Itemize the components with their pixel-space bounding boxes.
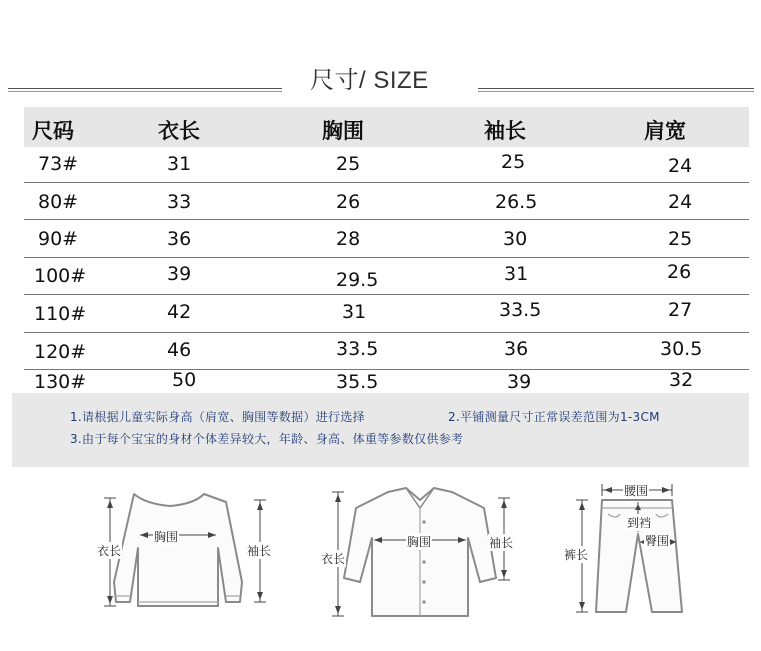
cell-chest: 35.5 xyxy=(336,371,379,393)
cell-shoulder: 24 xyxy=(668,155,693,177)
cell-shoulder: 30.5 xyxy=(660,338,703,360)
page-title: 尺寸/ SIZE xyxy=(310,67,429,94)
notes-panel xyxy=(12,393,749,467)
note-3: 3.由于每个宝宝的身材个体差异较大，年龄、身高、体重等参数仅供参考 xyxy=(70,432,464,446)
title-rule-right xyxy=(478,88,754,89)
header-shoulder: 肩宽 xyxy=(644,119,686,143)
cell-length: 33 xyxy=(167,191,192,213)
cell-chest: 25 xyxy=(336,153,361,175)
row-divider xyxy=(24,257,749,258)
label-length: 衣长 xyxy=(321,552,346,566)
cell-size: 73# xyxy=(38,153,79,175)
header-length: 衣长 xyxy=(158,119,200,143)
cell-shoulder: 32 xyxy=(669,369,694,391)
row-divider xyxy=(24,182,749,183)
header-sleeve: 袖长 xyxy=(484,119,526,143)
pants-diagram xyxy=(560,478,740,648)
cell-shoulder: 26 xyxy=(667,261,692,283)
cell-chest: 28 xyxy=(336,228,361,250)
cell-sleeve: 31 xyxy=(504,263,529,285)
label-chest: 胸围 xyxy=(407,535,432,549)
sweater-diagram xyxy=(88,478,288,648)
cell-sleeve: 39 xyxy=(507,371,532,393)
title-rule-left xyxy=(8,88,282,89)
cell-chest: 31 xyxy=(342,301,367,323)
cell-size: 100# xyxy=(34,265,87,287)
sweater-illustration xyxy=(88,478,288,648)
cell-size: 120# xyxy=(34,341,87,363)
header-size: 尺码 xyxy=(32,119,74,143)
cell-size: 90# xyxy=(38,228,79,250)
label-sleeve: 袖长 xyxy=(247,544,272,558)
cell-length: 42 xyxy=(167,301,192,323)
label-crotch: 到裆 xyxy=(627,516,652,530)
header-chest: 胸围 xyxy=(322,119,364,143)
cell-chest: 29.5 xyxy=(336,269,379,291)
cell-size: 130# xyxy=(34,371,87,393)
cell-size: 110# xyxy=(34,303,87,325)
cell-length: 31 xyxy=(167,153,192,175)
label-waist: 腰围 xyxy=(624,484,649,498)
row-divider xyxy=(24,219,749,220)
cell-length: 36 xyxy=(167,228,192,250)
label-chest: 胸围 xyxy=(154,530,179,544)
cell-sleeve: 30 xyxy=(503,228,528,250)
cell-length: 39 xyxy=(167,263,192,285)
label-pants-length: 裤长 xyxy=(564,548,589,562)
cell-shoulder: 24 xyxy=(668,191,693,213)
cell-sleeve: 36 xyxy=(504,338,529,360)
label-hip: 臀围 xyxy=(645,534,670,548)
cell-shoulder: 25 xyxy=(668,228,693,250)
label-length: 衣长 xyxy=(97,544,122,558)
cell-size: 80# xyxy=(38,191,79,213)
cell-chest: 26 xyxy=(336,191,361,213)
pants-illustration xyxy=(560,478,740,648)
cell-length: 50 xyxy=(172,369,197,391)
cell-sleeve: 26.5 xyxy=(495,191,538,213)
cell-sleeve: 25 xyxy=(501,151,526,173)
note-1: 1.请根据儿童实际身高（肩宽、胸围等数据）进行选择 xyxy=(70,410,365,424)
table-header-row xyxy=(24,107,749,147)
row-divider xyxy=(24,332,749,333)
note-2: 2.平铺测量尺寸正常误差范围为1-3CM xyxy=(448,410,660,424)
cell-shoulder: 27 xyxy=(668,299,693,321)
cell-length: 46 xyxy=(167,339,192,361)
row-divider xyxy=(24,294,749,295)
label-sleeve: 袖长 xyxy=(489,536,514,550)
shirt-illustration xyxy=(318,478,528,648)
cell-chest: 33.5 xyxy=(336,338,379,360)
shirt-diagram xyxy=(318,478,528,648)
title-row xyxy=(0,52,761,102)
row-divider xyxy=(24,369,749,370)
cell-sleeve: 33.5 xyxy=(499,299,542,321)
